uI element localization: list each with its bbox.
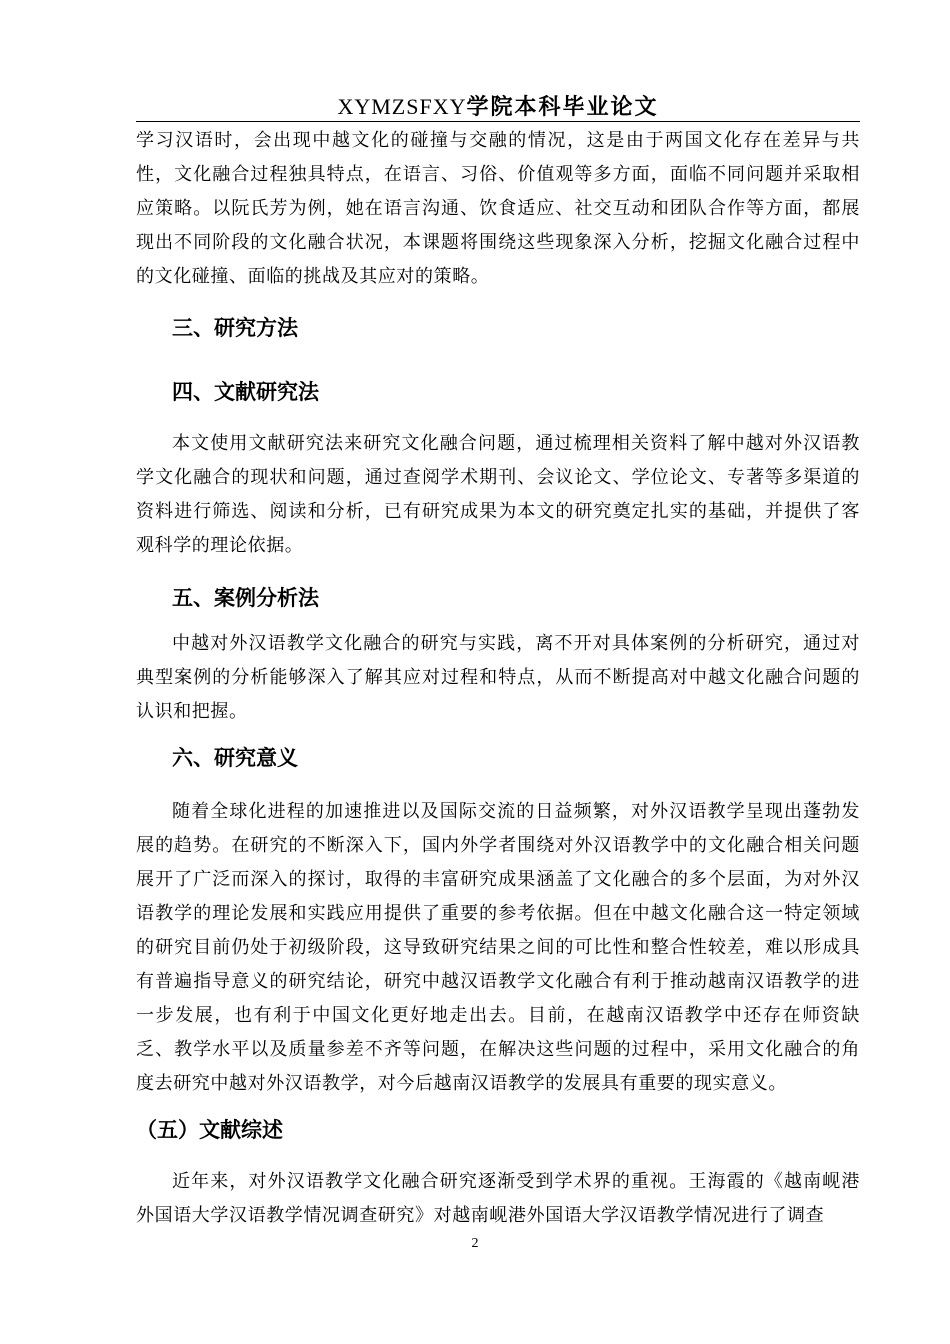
heading-literature-method: 四、文献研究法	[172, 380, 319, 404]
heading-literature-review: （五）文献综述	[136, 1118, 283, 1142]
paragraph-literature-method: 本文使用文献研究法来研究文化融合问题，通过梳理相关资料了解中越对外汉语教学文化融合的现状和问题，通过查阅学术期刊、会议论文、学位论文、专著等多渠道的资料进行筛选、阅读和分析，已有研究成果为本文的研究奠定扎实的基础，并提供了客观科学的理论依据。	[136, 433, 860, 556]
header-rule	[136, 121, 860, 122]
heading-research-methods: 三、研究方法	[172, 316, 298, 340]
header-school-code: XYMZSFXY	[337, 94, 467, 119]
heading-research-significance: 六、研究意义	[172, 746, 298, 770]
paragraph-literature-review: 近年来，对外汉语教学文化融合研究逐渐受到学术界的重视。王海霞的《越南岘港外国语大学汉语教学情况调查研究》对越南岘港外国语大学汉语教学情况进行了调查	[136, 1171, 860, 1226]
heading-case-analysis: 五、案例分析法	[172, 586, 319, 610]
page-header	[136, 92, 860, 122]
header-title: 学院本科毕业论文	[466, 95, 659, 120]
page-number: 2	[471, 1236, 479, 1251]
paragraph-intro-continued: 学习汉语时，会出现中越文化的碰撞与交融的情况，这是由于两国文化存在差异与共性，文化融合过程独具特点，在语言、习俗、价值观等多方面，面临不同问题并采取相应策略。以阮氏芳为例，她在语言沟通、饮食适应、社交互动和团队合作等方面，都展现出不同阶段的文化融合状况，本课题将围绕这些现象深入分析，挖掘文化融合过程中的文化碰撞、面临的挑战及其应对的策略。	[136, 130, 860, 287]
paragraph-case-analysis: 中越对外汉语教学文化融合的研究与实践，离不开对具体案例的分析研究，通过对典型案例的分析能够深入了解其应对过程和特点，从而不断提高对中越文化融合问题的认识和把握。	[136, 633, 860, 722]
page-body	[136, 124, 860, 1233]
paragraph-research-significance: 随着全球化进程的加速推进以及国际交流的日益频繁，对外汉语教学呈现出蓬勃发展的趋势。在研究的不断深入下，国内外学者围绕对外汉语教学中的文化融合相关问题展开了广泛而深入的探讨，取得的丰富研究成果涵盖了文化融合的多个层面，为对外汉语教学的理论发展和实践应用提供了重要的参考依据。但在中越文化融合这一特定领域的研究目前仍处于初级阶段，这导致研究结果之间的可比性和整合性较差，难以形成具有普遍指导意义的研究结论，研究中越汉语教学文化融合有利于推动越南汉语教学的进一步发展，也有利于中国文化更好地走出去。目前，在越南汉语教学中还存在师资缺乏、教学水平以及质量参差不齐等问题，在解决这些问题的过程中，采用文化融合的角度去研究中越对外汉语教学，对今后越南汉语教学的发展具有重要的现实意义。	[136, 801, 860, 1094]
